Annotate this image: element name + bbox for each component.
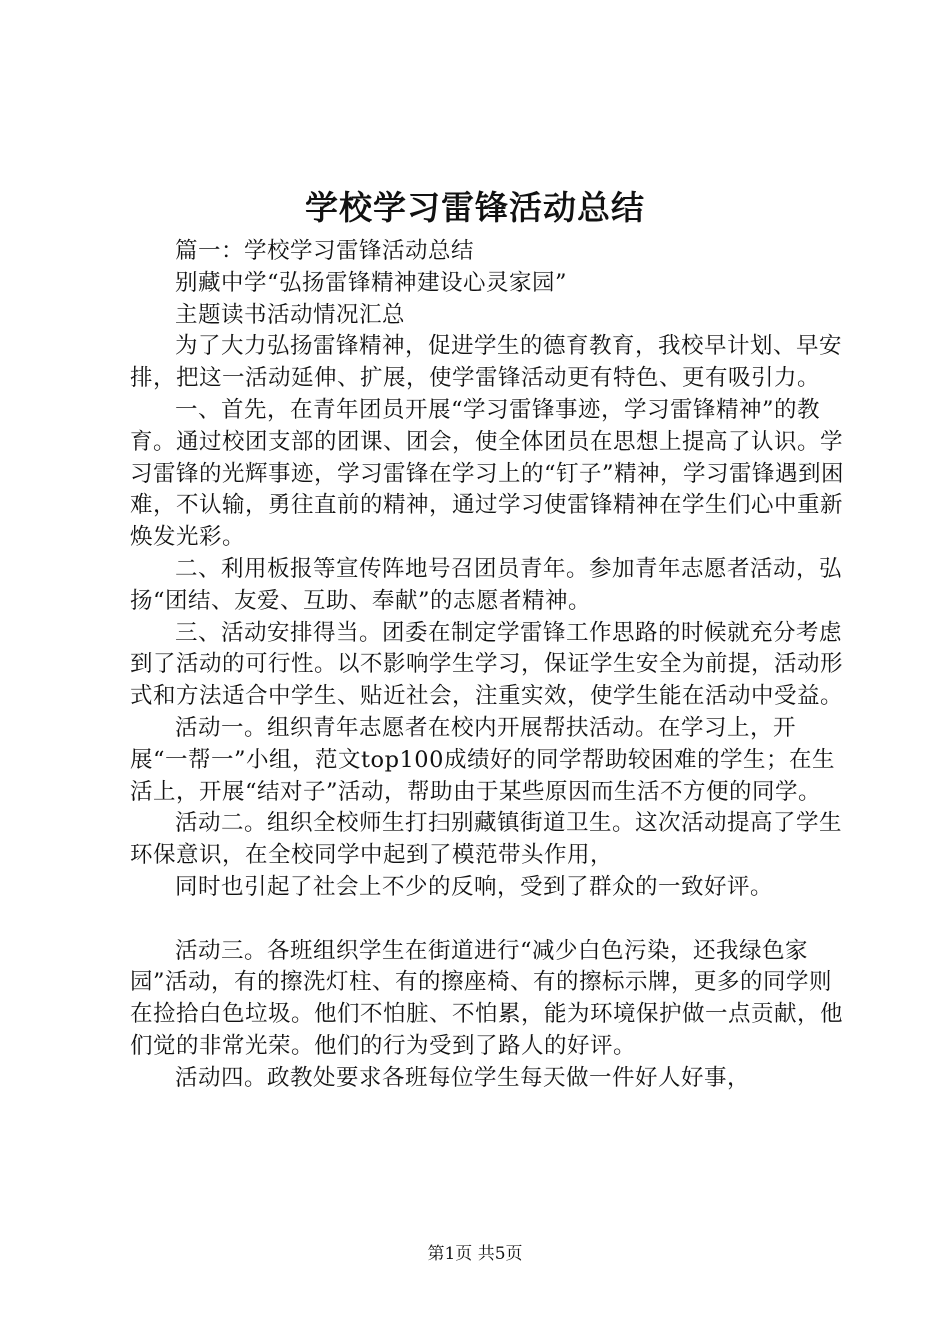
section-heading: 篇一：学校学习雷锋活动总结 (175, 238, 475, 264)
paragraph: 活动二。组织全校师生打扫别藏镇街道卫生。这次活动提高了学生环保意识，在全校同学中起到了模范带头作用， (130, 810, 843, 869)
paragraph: 为了大力弘扬雷锋精神，促进学生的德育教育，我校早计划、早安排，把这一活动延伸、扩展，使学雷锋活动更有特色、更有吸引力。 (130, 333, 843, 392)
document-body (130, 236, 845, 1095)
paragraph-spacer (130, 904, 845, 936)
paragraph: 一、首先，在青年团员开展“学习雷锋事迹，学习雷锋精神”的教育。通过校团支部的团课、团会，使全体团员在思想上提高了认识。学习雷锋的光辉事迹，学习雷锋在学习上的“钉子”精神，学习雷锋遇到困难，不认输，勇往直前的精神，通过学习使雷锋精神在学生们心中重新焕发光彩。 (130, 396, 845, 551)
page-number-footer: 第1页 共5页 (427, 1244, 523, 1264)
paragraph: 活动四。政教处要求各班每位学生每天做一件好人好事， (175, 1064, 751, 1091)
document-title: 学校学习雷锋活动总结 (305, 188, 645, 227)
paragraph: 活动三。各班组织学生在街道进行“减少白色污染，还我绿色家园”活动，有的擦洗灯柱、有的擦座椅、有的擦标示牌，更多的同学则在捡拾白色垃圾。他们不怕脏、不怕累，能为环境保护做一点贡献，他们觉的非常光荣。他们的行为受到了路人的好评。 (130, 937, 844, 1059)
paragraph: 同时也引起了社会上不少的反响，受到了群众的一致好评。 (175, 873, 774, 900)
subtitle-line: 主题读书活动情况汇总 (175, 301, 406, 328)
subtitle-line: 别藏中学“弘扬雷锋精神建设心灵家园” (175, 269, 568, 296)
paragraph: 二、利用板报等宣传阵地号召团员青年。参加青年志愿者活动，弘扬“团结、友爱、互助、奉献”的志愿者精神。 (130, 555, 843, 614)
paragraph: 活动一。组织青年志愿者在校内开展帮扶活动。在学习上，开展“一帮一”小组，范文top100成绩好的同学帮助较困难的学生；在生活上，开展“结对子”活动，帮助由于某些原因而生活不方便的同学。 (130, 714, 835, 805)
paragraph: 三、活动安排得当。团委在制定学雷锋工作思路的时候就充分考虑到了活动的可行性。以不影响学生学习，保证学生安全为前提，活动形式和方法适合中学生、贴近社会，注重实效，使学生能在活动中受益。 (130, 619, 844, 710)
